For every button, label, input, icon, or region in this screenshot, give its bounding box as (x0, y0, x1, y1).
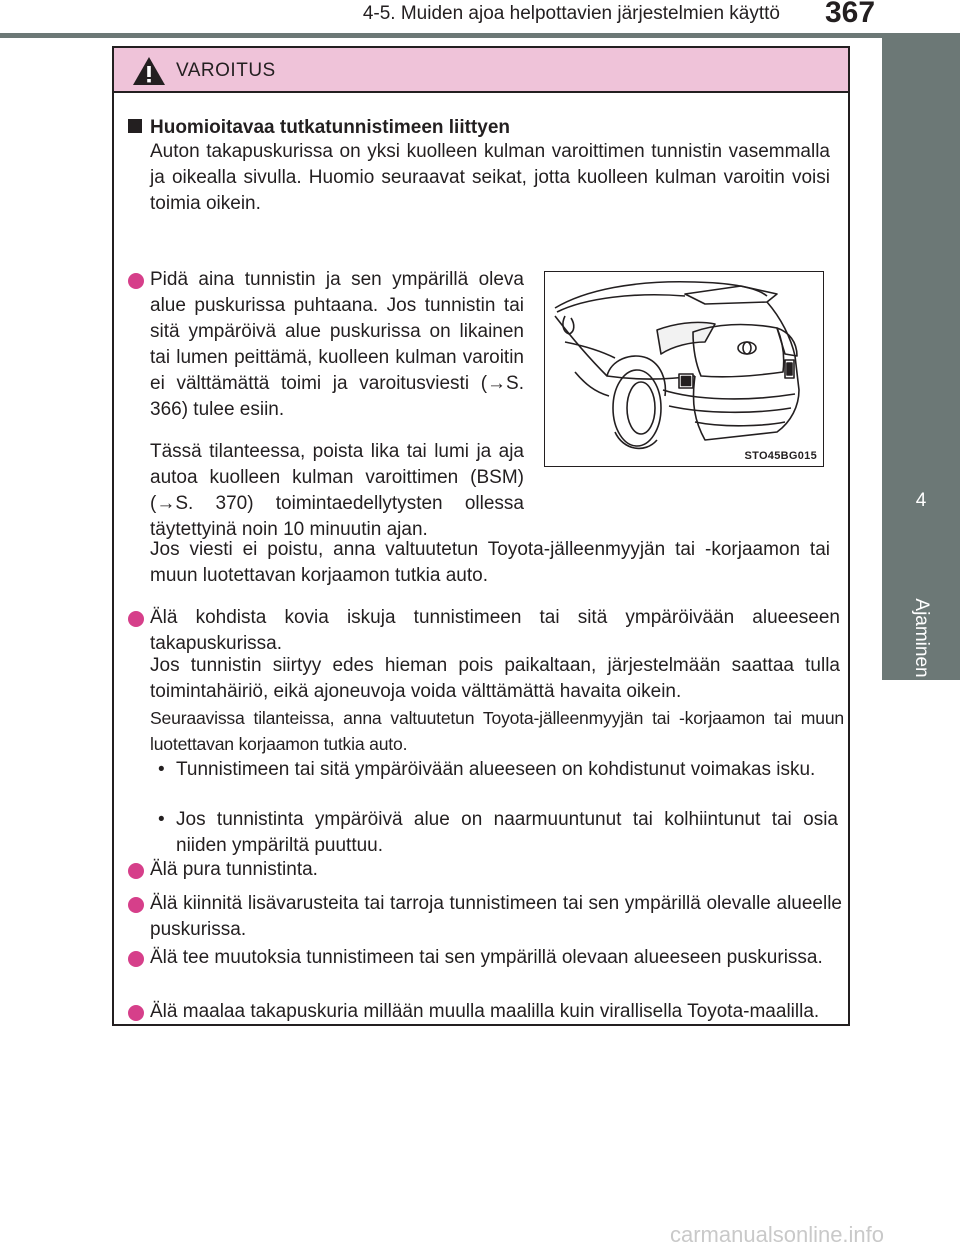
section-heading-text: Huomioitavaa tutkatunnistimeen liittyen (150, 117, 510, 138)
bullet1-text-a: Pidä aina tunnistin ja sen ympärillä oleva alue puskurissa puhtaana. Jos tunnistin tai sitä ympäröivä alue puskurissa on likainen tai lumen peittämä, kuolleen kulman varoitin ei välttämättä toimi ja varoitusviesti (→S. 366) tulee esiin. (150, 269, 524, 420)
round-bullet-icon (128, 273, 144, 289)
section-title: 4-5. Muiden ajoa helpottavien järjestelmien käyttö (362, 3, 780, 24)
watermark: carmanualsonline.info (670, 1222, 885, 1247)
round-bullet-icon (128, 863, 144, 879)
sub-bullet-dot: • (158, 759, 165, 780)
bullet1-text-b: Tässä tilanteessa, poista lika tai lumi ja aja autoa kuolleen kulman varoittimen (BSM) (→S. 370) toimintaedellytysten ollessa täytettyinä noin 10 minuutin ajan. (150, 441, 524, 540)
warning-header (114, 48, 848, 93)
bullet6-text: Älä maalaa takapuskuria millään muulla maalilla kuin virallisella Toyota-maalilla. (150, 1001, 820, 1022)
round-bullet-icon (128, 897, 144, 913)
chapter-tab[interactable] (882, 38, 960, 680)
intro-paragraph: Auton takapuskurissa on yksi kuolleen kulman varoittimen tunnistin vasemmalla ja oikealla sivulla. Huomio seuraavat seikat, jotta kuolleen kulman varoitin voisi toimia oikein. (150, 141, 830, 214)
sub-bullet-dot: • (158, 809, 165, 830)
bullet5-text: Älä tee muutoksia tunnistimeen tai sen ympärillä olevaan alueeseen puskurissa. (150, 947, 823, 968)
chapter-label: Ajaminen (911, 598, 932, 678)
sub-item-1: Tunnistimeen tai sitä ympäröivään alueeseen on kohdistunut voimakas isku. (176, 759, 816, 780)
chapter-number: 4 (915, 490, 927, 511)
car-rear-illustration (545, 272, 823, 466)
illustration-code: STO45BG015 (744, 450, 817, 462)
bullet3-text: Älä pura tunnistinta. (150, 859, 318, 880)
section-heading (128, 115, 510, 141)
page-number: 367 (824, 0, 876, 29)
warning-triangle-icon (132, 56, 166, 86)
round-bullet-icon (128, 1005, 144, 1021)
bullet2-text-a: Älä kohdista kovia iskuja tunnistimeen tai sitä ympäröivään alueeseen takapuskurissa. (150, 607, 840, 654)
round-bullet-icon (128, 611, 144, 627)
round-bullet-icon (128, 951, 144, 967)
bullet2-text-c: Seuraavissa tilanteissa, anna valtuutetun Toyota-jälleenmyyjän tai -korjaamon tai muun luotettavan korjaamon tutkia auto. (150, 708, 844, 754)
square-bullet-icon (128, 119, 142, 133)
sensor-illustration (544, 271, 824, 467)
bullet1-text-c: Jos viesti ei poistu, anna valtuutetun Toyota-jälleenmyyjän tai -korjaamon tai muun luotettavan korjaamon tutkia auto. (150, 539, 830, 586)
bullet4-text: Älä kiinnitä lisävarusteita tai tarroja tunnistimeen tai sen ympärillä olevalle alueelle puskurissa. (150, 893, 842, 940)
header-rule (0, 33, 960, 38)
warning-label: VAROITUS (176, 60, 276, 81)
warning-box (112, 46, 850, 1026)
sub-item-2: Jos tunnistinta ympäröivä alue on naarmuuntunut tai kolhiintunut tai osia niiden ympäriltä puuttuu. (176, 809, 838, 856)
bullet2-text-b: Jos tunnistin siirtyy edes hieman pois paikaltaan, järjestelmään saattaa tulla toimintahäiriö, eikä ajoneuvoja voida välttämättä havaita oikein. (150, 655, 840, 702)
